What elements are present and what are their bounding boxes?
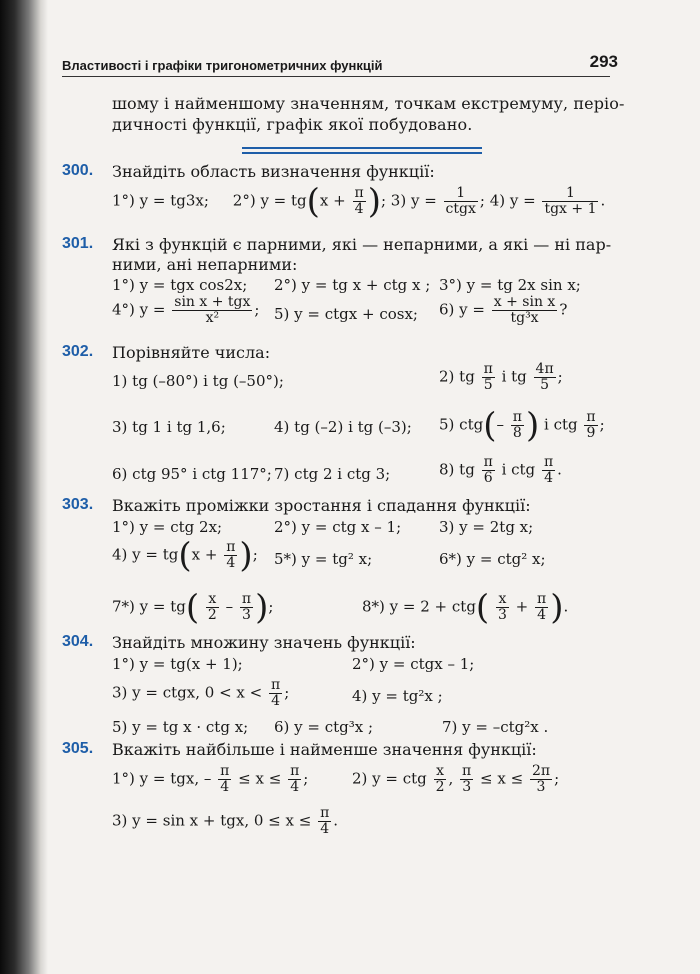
item: 1°) y = tg(x + 1); [112,655,243,673]
exercise-number: 302. [62,343,94,360]
item: 6) ctg 95° і ctg 117°; [112,465,272,483]
item: 2) y = ctg $\frac{x}{2}$ , $\frac{\pi}{3}$ ≤ x ≤ $\frac{2\pi}{3}$ ; [352,763,560,795]
continuation-line-1: шому і найменшому значенням, точкам екстремуму, періо- [112,94,625,113]
item: 3) y = ctgx, 0 < x < $\frac{\pi}{4}$ ; [112,677,290,709]
item: 4) y = tg(x + $\frac{\pi}{4}$ ); [112,535,258,576]
item: 4) y = tg²x ; [352,687,443,705]
item: 1°) y = tgx, – $\frac{\pi}{4}$ ≤ x ≤ $\frac{\pi}{4}$ ; [112,763,309,795]
item: 4) tg (–2) і tg (–3); [274,418,412,436]
exercise-number: 300. [62,162,94,179]
item: 3) tg 1 і tg 1,6; [112,418,226,436]
item: 8) tg $\frac{\pi}{6}$ і ctg $\frac{\pi}{4}$ . [439,454,562,486]
exercise-number: 303. [62,496,94,513]
exercise-300-items: 1°) y = tg3x; 2°) y = tg(x + $\frac{\pi}{4}$ ); 3) y = $\frac{1}{\text{ctgx}}$ ; 4) y = $\frac{1}{\text{tgx + 1}}$ . [112,181,606,222]
exercise-text: Знайдіть область визначення функції: [112,162,435,181]
item: 2°) y = ctgx – 1; [352,655,475,673]
item: 7) ctg 2 і ctg 3; [274,465,391,483]
exercise-number: 301. [62,235,94,252]
item: 6) y = $\frac{\text{x + sin x}}{\text{tg³x}}$ ? [439,294,568,326]
textbook-page [62,0,662,974]
item: 7) y = –ctg²x . [442,718,549,736]
item: 6) y = ctg³x ; [274,718,374,736]
item: 5) y = tg x · ctg x; [112,718,249,736]
item: 2°) y = tg x + ctg x ; [274,276,431,294]
continuation-line-2: дичності функції, графік якої побудовано. [112,115,473,134]
item: 2) tg $\frac{\pi}{5}$ і tg $\frac{4\pi}{5}$ ; [439,361,563,393]
item: 6*) y = ctg² x; [439,550,546,568]
exercise-text: Які з функцій є парними, які — непарними, а які — ні пар- [112,235,612,254]
item: 7*) y = tg( $\frac{x}{2}$ – $\frac{\pi}{3}$ ); [112,587,274,628]
book-binding-shadow [0,0,48,974]
item: 8*) y = 2 + ctg( $\frac{x}{3}$ + $\frac{\pi}{4}$ ). [362,587,569,628]
item: 3) y = sin x + tgx, 0 ≤ x ≤ $\frac{\pi}{4}$ . [112,805,339,837]
section-divider [242,152,482,154]
item: 1°) y = ctg 2x; [112,518,223,536]
continuation-text [112,93,625,135]
exercise-text: Знайдіть множину значень функції: [112,633,416,652]
item: 5) ctg(– $\frac{\pi}{8}$ ) і ctg $\frac{\pi}{9}$ ; [439,405,605,446]
running-title: Властивості і графіки тригонометричних функцій [62,58,610,77]
item: 3°) y = tg 2x sin x; [439,276,581,294]
exercise-text: ними, ані непарними: [112,255,298,274]
item: 5*) y = tg² x; [274,550,373,568]
item: 1) tg (–80°) і tg (–50°); [112,372,284,390]
page-number: 293 [589,52,618,71]
exercise-number: 304. [62,633,94,650]
section-divider [242,147,482,149]
exercise-text: Вкажіть найбільше і найменше значення функції: [112,740,537,759]
item: 3) y = 2tg x; [439,518,534,536]
exercise-text: Порівняйте числа: [112,343,271,362]
item: 1°) y = tgx cos2x; [112,276,248,294]
item: 4°) y = $\frac{\text{sin x + tgx}}{\text{x²}}$ ; [112,294,260,326]
exercise-number: 305. [62,740,94,757]
item: 5) y = ctgx + cosx; [274,305,418,323]
item: 2°) y = ctg x – 1; [274,518,402,536]
exercise-text: Вкажіть проміжки зростання і спадання функції: [112,496,531,515]
